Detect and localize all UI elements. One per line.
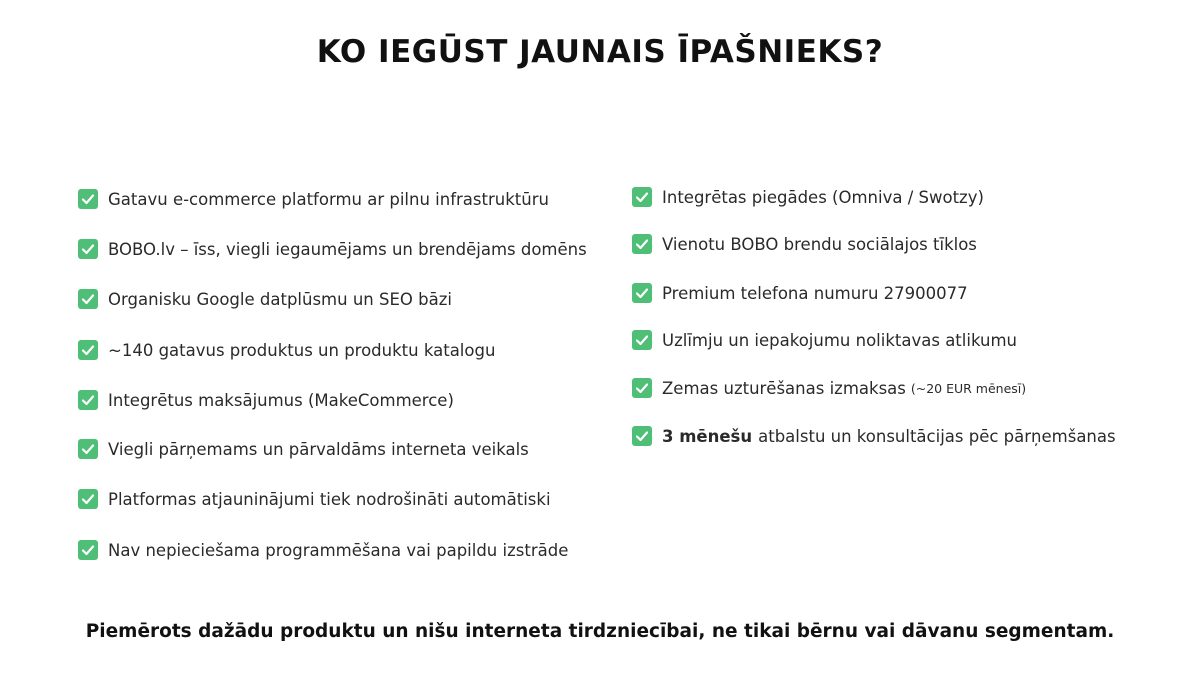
list-item-text: Integrētas piegādes (Omniva / Swotzy) (662, 187, 984, 207)
list-item-text: Gatavu e-commerce platformu ar pilnu infrastruktūru (108, 189, 549, 209)
page-title: KO IEGŪST JAUNAIS ĪPAŠNIEKS? (316, 34, 884, 70)
list-item (78, 340, 495, 360)
list-item (632, 378, 1026, 398)
cost-note: (~20 EUR mēnesī) (910, 380, 1027, 396)
list-item-text: Organisku Google datplūsmu un SEO bāzi (108, 289, 452, 309)
list-item-text: Uzlīmju un iepakojumu noliktavas atlikumu (662, 330, 1017, 350)
check-box-icon (632, 283, 652, 303)
check-box-icon (632, 378, 652, 398)
list-item (78, 239, 587, 259)
list-item (632, 330, 1017, 350)
list-item (78, 540, 568, 560)
check-box-icon (78, 439, 98, 459)
check-box-icon (78, 340, 98, 360)
list-item-text: Premium telefona numuru 27900077 (662, 283, 968, 303)
check-box-icon (78, 540, 98, 560)
check-box-icon (78, 239, 98, 259)
list-item-text: atbalstu un konsultācijas pēc pārņemšanas (758, 426, 1116, 446)
list-item (78, 189, 549, 209)
check-box-icon (632, 330, 652, 350)
list-item (632, 187, 984, 207)
list-item-text: Viegli pārņemams un pārvaldāms interneta veikals (108, 439, 529, 459)
check-box-icon (78, 390, 98, 410)
check-box-icon (632, 187, 652, 207)
list-item-text: Vienotu BOBO brendu sociālajos tīklos (662, 234, 977, 254)
list-item (632, 426, 1116, 446)
list-item (78, 390, 454, 410)
list-item (78, 489, 551, 509)
list-item (632, 283, 968, 303)
list-item-text: Zemas uzturēšanas izmaksas (662, 378, 906, 398)
list-item-text: ~140 gatavus produktus un produktu katalogu (108, 340, 496, 360)
support-duration: 3 mēnešu (662, 426, 753, 446)
list-item-text: Nav nepieciešama programmēšana vai papildu izstrāde (108, 540, 569, 560)
list-item (78, 289, 452, 309)
list-item-text: Integrētus maksājumus (MakeCommerce) (108, 390, 454, 410)
list-item (78, 439, 529, 459)
check-box-icon (632, 426, 652, 446)
list-item-text: BOBO.lv – īss, viegli iegaumējams un brendējams domēns (108, 239, 587, 259)
list-item-text: Platformas atjauninājumi tiek nodrošināti automātiski (108, 489, 551, 509)
list-item (632, 234, 977, 254)
footer-note: Piemērots dažādu produktu un nišu interneta tirdzniecībai, ne tikai bērnu vai dāvanu segmentam. (85, 621, 1115, 642)
check-box-icon (78, 189, 98, 209)
check-box-icon (78, 289, 98, 309)
check-box-icon (78, 489, 98, 509)
check-box-icon (632, 234, 652, 254)
